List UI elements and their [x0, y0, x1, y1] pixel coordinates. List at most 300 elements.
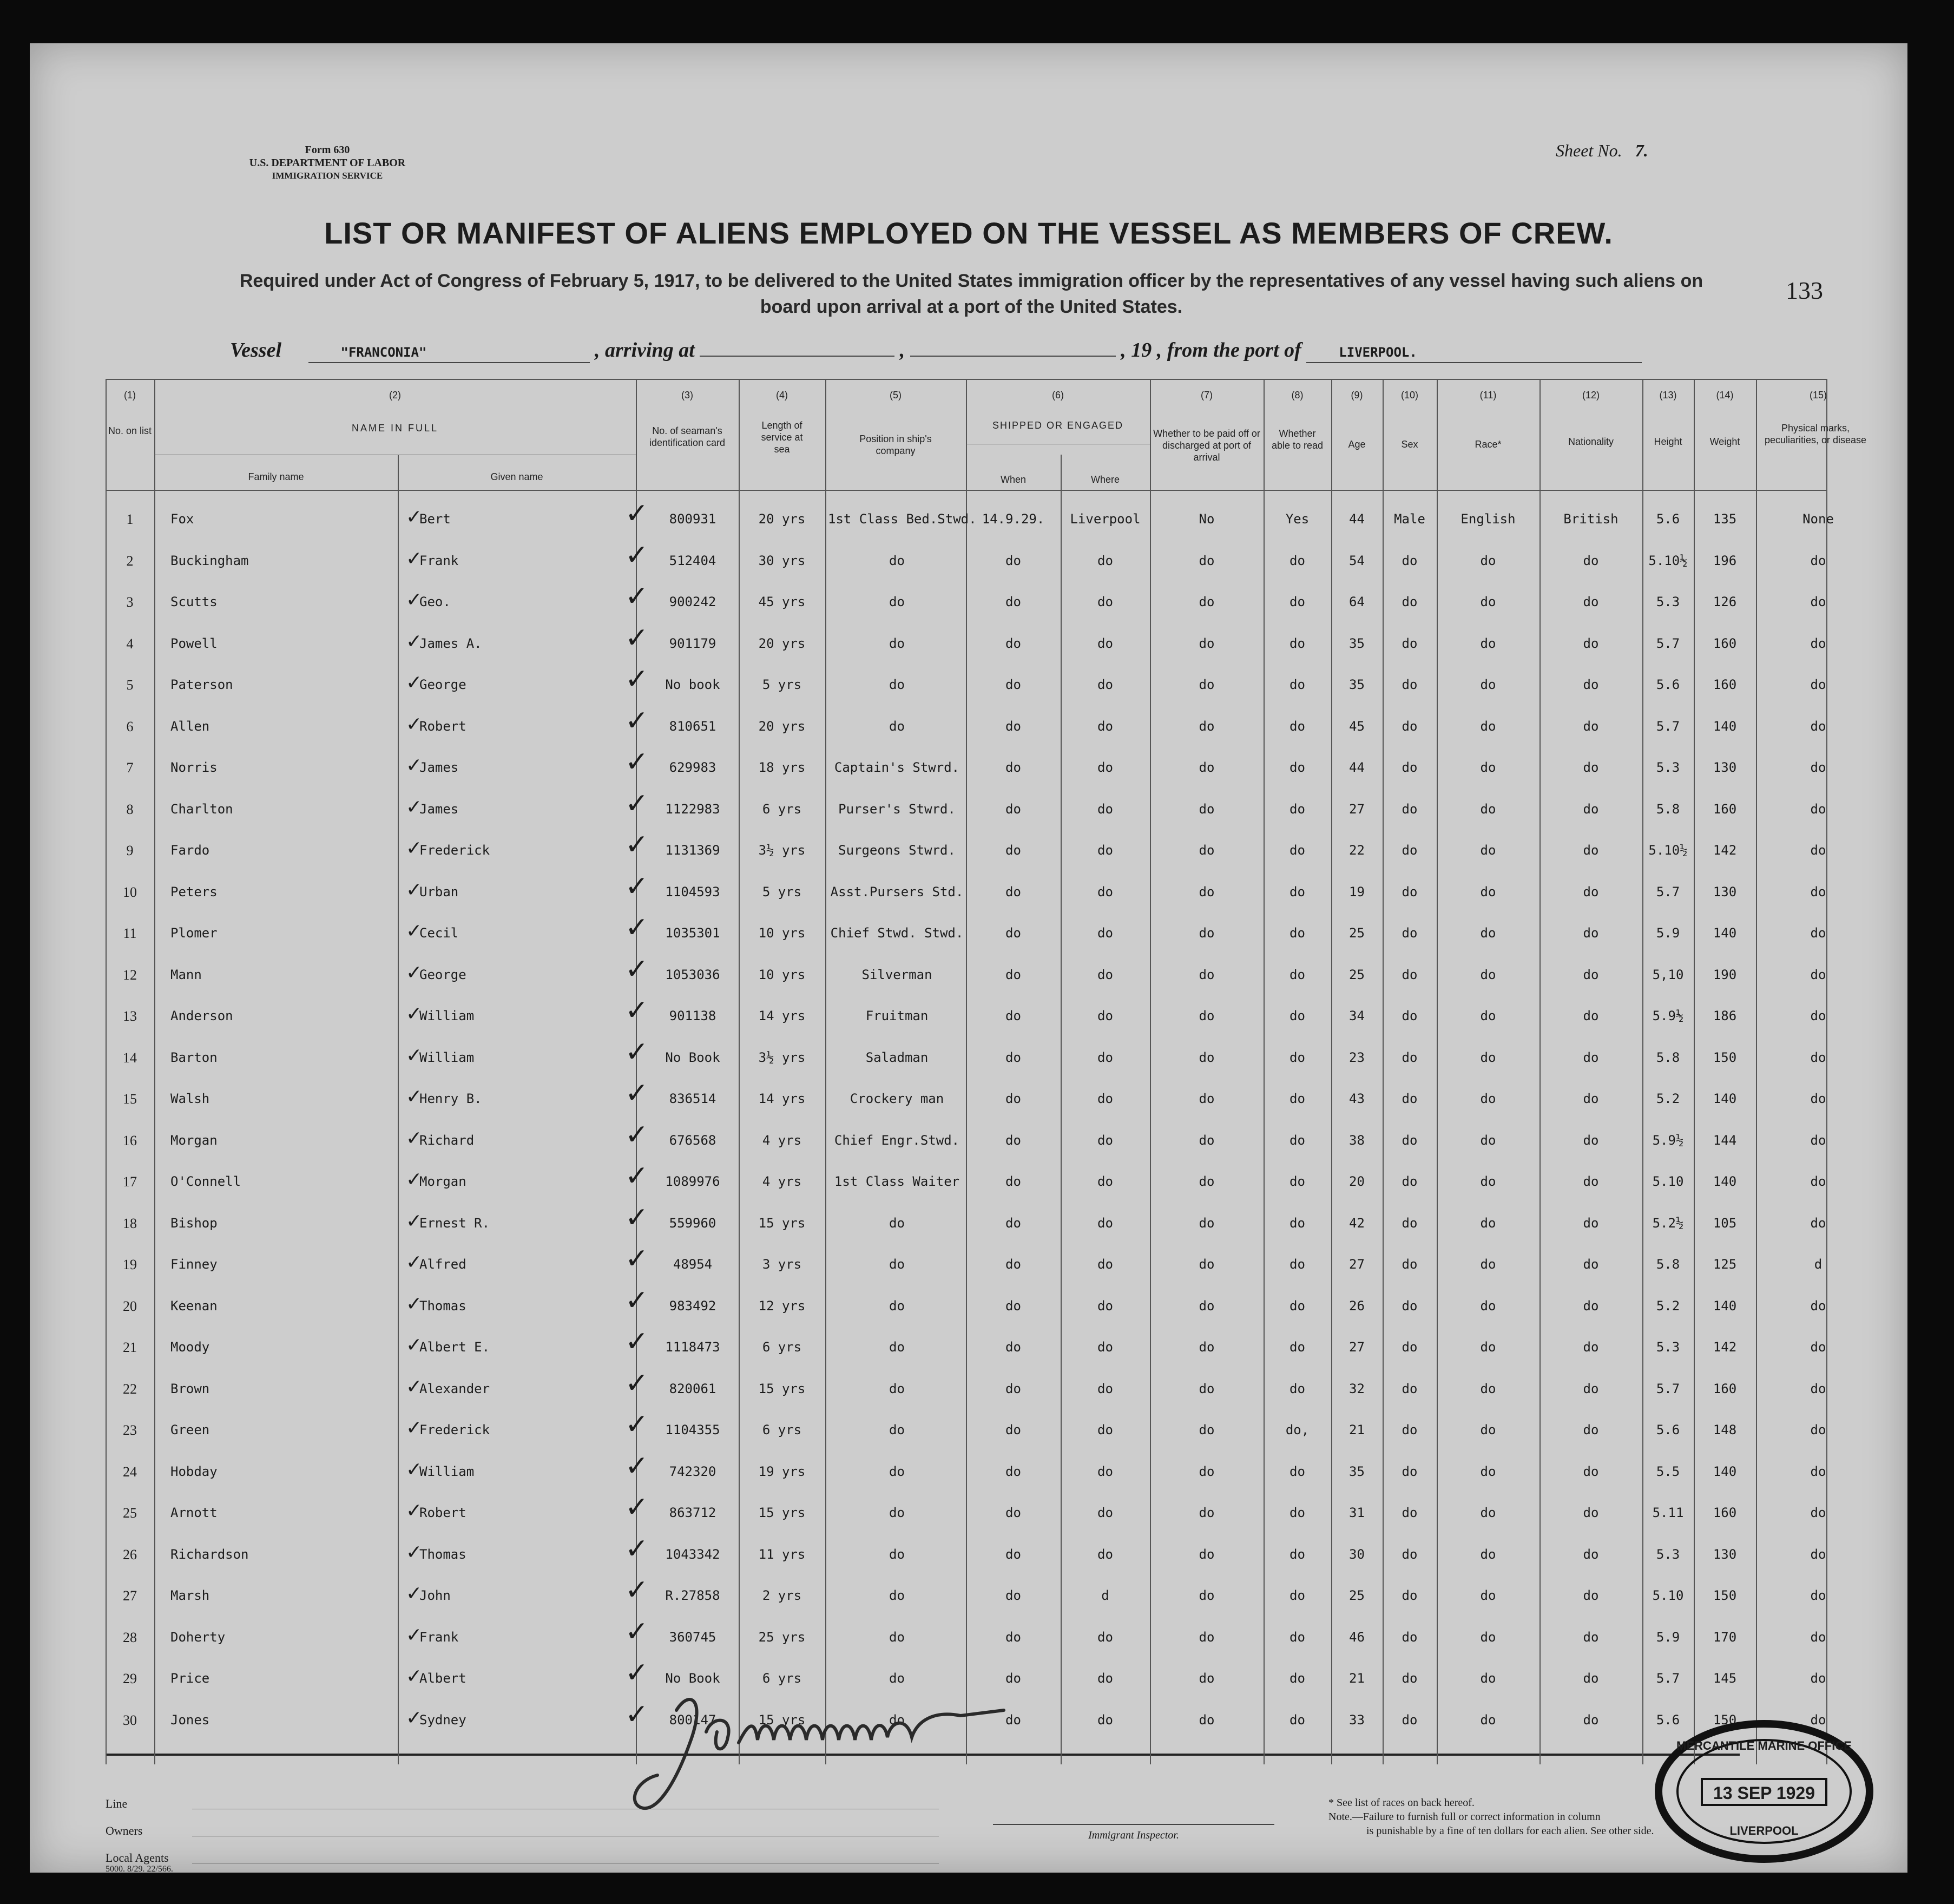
cell-service: 3 yrs [762, 1257, 802, 1272]
cell-card: 512404 [669, 553, 716, 568]
cell-read: do [1289, 718, 1305, 734]
page-title: LIST OR MANIFEST OF ALIENS EMPLOYED ON THE VESSEL AS MEMBERS OF CREW. [324, 216, 1613, 250]
cell-service: 12 yrs [758, 1298, 806, 1314]
cell-family: Marsh [170, 1588, 210, 1603]
col-head-sex: Sex [1401, 439, 1418, 450]
cell-weight: 130 [1713, 1546, 1737, 1562]
cell-given: Robert [419, 1505, 466, 1520]
cell-paid: do [1199, 1505, 1215, 1520]
department-name: U.S. DEPARTMENT OF LABOR [249, 157, 406, 169]
check-mark-icon: ✓ [406, 961, 423, 984]
cell-marks: do [1810, 553, 1826, 568]
check-mark-icon: ✓ [625, 497, 649, 530]
cell-sex: do [1402, 1381, 1418, 1396]
cell-nationality: do [1583, 1505, 1599, 1520]
check-mark-icon: ✓ [406, 1624, 423, 1646]
cell-family: Anderson [170, 1008, 233, 1023]
cell-read: do [1289, 1091, 1305, 1106]
cell-given: Henry B. [419, 1091, 482, 1106]
cell-sex: do [1402, 1422, 1418, 1437]
check-mark-icon: ✓ [625, 1408, 649, 1441]
cell-nationality: do [1583, 677, 1599, 692]
check-mark-icon: ✓ [406, 754, 423, 777]
cell-race: do [1480, 1546, 1496, 1562]
cell-age: 46 [1349, 1629, 1365, 1645]
cell-when: do [1005, 1008, 1021, 1023]
cell-marks: do [1810, 801, 1826, 817]
cell-where: do [1097, 843, 1113, 858]
cell-marks: do [1810, 1298, 1826, 1314]
cell-weight: 140 [1713, 1298, 1737, 1314]
cell-age: 21 [1349, 1422, 1365, 1437]
cell-sex: do [1402, 1215, 1418, 1231]
check-mark-icon: ✓ [406, 1127, 423, 1150]
cell-card: 629983 [669, 760, 716, 775]
cell-weight: 140 [1713, 1091, 1737, 1106]
cell-given: Frederick [419, 843, 490, 858]
check-mark-icon: ✓ [625, 911, 649, 944]
col-head-family: Family name [248, 471, 304, 482]
check-mark-icon: ✓ [625, 1243, 649, 1275]
cell-weight: 140 [1713, 925, 1737, 941]
cell-paid: do [1199, 925, 1215, 941]
cell-height: 5.9 [1656, 925, 1680, 941]
cell-race: do [1480, 1132, 1496, 1148]
col-num-6: (6) [1052, 390, 1064, 401]
cell-paid: do [1199, 1340, 1215, 1355]
cell-family: Fox [170, 511, 194, 527]
cell-race: do [1480, 1671, 1496, 1686]
cell-read: do, [1285, 1422, 1310, 1437]
check-mark-icon: ✓ [625, 829, 649, 861]
cell-height: 5.9½ [1652, 1132, 1684, 1148]
cell-given: Morgan [419, 1174, 466, 1189]
cell-read: do [1289, 760, 1305, 775]
cell-race: do [1480, 1463, 1496, 1479]
cell-race: do [1480, 801, 1496, 817]
cell-card: 901179 [669, 635, 716, 651]
cell-age: 26 [1349, 1298, 1365, 1314]
check-mark-icon: ✓ [625, 539, 649, 572]
cell-height: 5.3 [1656, 594, 1680, 609]
cell-read: Yes [1285, 511, 1310, 527]
cell-marks: do [1810, 760, 1826, 775]
cell-height: 5.8 [1656, 801, 1680, 817]
cell-service: 14 yrs [758, 1008, 806, 1023]
cell-weight: 150 [1713, 1712, 1737, 1728]
cell-marks: do [1810, 1546, 1826, 1562]
cell-age: 64 [1349, 594, 1365, 609]
check-mark-icon: ✓ [625, 1201, 649, 1234]
inspector-label: Immigrant Inspector. [1088, 1829, 1179, 1841]
check-mark-icon: ✓ [406, 1541, 423, 1564]
cell-given: Richard [419, 1132, 475, 1148]
cell-nationality: do [1583, 553, 1599, 568]
cell-weight: 140 [1713, 718, 1737, 734]
cell-sex: do [1402, 801, 1418, 817]
cell-position: Asst.Pursers Std. [830, 884, 964, 900]
cell-given: James A. [419, 635, 482, 651]
cell-family: Arnott [170, 1505, 218, 1520]
cell-read: do [1289, 1008, 1305, 1023]
cell-nationality: do [1583, 843, 1599, 858]
cell-where: do [1097, 718, 1113, 734]
cell-read: do [1289, 1174, 1305, 1189]
cell-service: 2 yrs [762, 1588, 802, 1603]
cell-service: 25 yrs [758, 1629, 806, 1645]
form-header [235, 143, 419, 182]
cell-sex: do [1402, 1174, 1418, 1189]
cell-service: 6 yrs [762, 1671, 802, 1686]
cell-height: 5.6 [1656, 511, 1680, 527]
cell-given: Bert [419, 511, 451, 527]
cell-position: Chief Stwd. Stwd. [830, 925, 964, 941]
cell-nationality: do [1583, 1381, 1599, 1396]
cell-weight: 186 [1713, 1008, 1737, 1023]
check-mark-icon: ✓ [625, 1118, 649, 1151]
cell-sex: do [1402, 1340, 1418, 1355]
cell-given: Robert [419, 718, 466, 734]
cell-position: do [889, 1712, 905, 1728]
cell-service: 30 yrs [758, 553, 806, 568]
cell-nationality: do [1583, 1298, 1599, 1314]
cell-sex: do [1402, 1588, 1418, 1603]
cell-family: Bishop [170, 1215, 218, 1231]
cell-sex: do [1402, 1091, 1418, 1106]
col-head-service: Length of service at sea [761, 420, 803, 455]
cell-no: 14 [123, 1049, 137, 1066]
column-divider [825, 379, 826, 1764]
vessel-line [230, 338, 1642, 363]
cell-service: 19 yrs [758, 1463, 806, 1479]
cell-service: 11 yrs [758, 1546, 806, 1562]
cell-family: Walsh [170, 1091, 210, 1106]
cell-family: Allen [170, 718, 210, 734]
check-mark-icon: ✓ [625, 580, 649, 613]
cell-race: do [1480, 1712, 1496, 1728]
cell-no: 7 [126, 760, 134, 776]
cell-sex: do [1402, 843, 1418, 858]
cell-card: R.27858 [665, 1588, 720, 1603]
check-mark-icon: ✓ [625, 1615, 649, 1648]
cell-paid: do [1199, 967, 1215, 982]
cell-marks: do [1810, 1049, 1826, 1065]
cell-nationality: do [1583, 1422, 1599, 1437]
cell-position: do [889, 677, 905, 692]
cell-service: 10 yrs [758, 925, 806, 941]
check-mark-icon: ✓ [625, 1367, 649, 1400]
cell-no: 29 [123, 1671, 137, 1686]
cell-family: Morgan [170, 1132, 218, 1148]
cell-nationality: do [1583, 1463, 1599, 1479]
cell-height: 5.6 [1656, 677, 1680, 692]
cell-height: 5.10 [1652, 1174, 1684, 1189]
cell-nationality: British [1563, 511, 1619, 527]
check-mark-icon: ✓ [625, 1449, 649, 1482]
cell-sex: do [1402, 884, 1418, 900]
cell-height: 5.6 [1656, 1712, 1680, 1728]
cell-nationality: do [1583, 760, 1599, 775]
cell-race: English [1460, 511, 1516, 527]
cell-marks: None [1802, 511, 1834, 527]
cell-nationality: do [1583, 1340, 1599, 1355]
cell-service: 20 yrs [758, 718, 806, 734]
cell-paid: do [1199, 1546, 1215, 1562]
from-port: LIVERPOOL. [1339, 345, 1417, 360]
cell-age: 35 [1349, 1463, 1365, 1479]
cell-family: Doherty [170, 1629, 226, 1645]
cell-age: 42 [1349, 1215, 1365, 1231]
cell-height: 5.9½ [1652, 1008, 1684, 1023]
cell-weight: 148 [1713, 1422, 1737, 1437]
cell-race: do [1480, 1505, 1496, 1520]
cell-nationality: do [1583, 1091, 1599, 1106]
cell-position: do [889, 635, 905, 651]
cell-paid: do [1199, 594, 1215, 609]
cell-marks: do [1810, 1671, 1826, 1686]
check-mark-icon: ✓ [625, 746, 649, 778]
cell-when: do [1005, 1629, 1021, 1645]
cell-height: 5.8 [1656, 1257, 1680, 1272]
cell-no: 23 [123, 1422, 137, 1438]
cell-paid: do [1199, 801, 1215, 817]
cell-read: do [1289, 801, 1305, 817]
check-mark-icon: ✓ [406, 1706, 423, 1729]
cell-paid: do [1199, 1257, 1215, 1272]
check-mark-icon: ✓ [406, 1458, 423, 1481]
cell-sex: do [1402, 1257, 1418, 1272]
inspector-rule [993, 1824, 1274, 1825]
arriving-label: , arriving at [595, 339, 695, 362]
cell-where: d [1101, 1588, 1109, 1603]
cell-race: do [1480, 1008, 1496, 1023]
cell-age: 23 [1349, 1049, 1365, 1065]
cell-family: Richardson [170, 1546, 249, 1562]
col-num-1: (1) [124, 390, 136, 401]
cell-given: Geo. [419, 594, 451, 609]
check-mark-icon: ✓ [625, 994, 649, 1027]
cell-card: 863712 [669, 1505, 716, 1520]
cell-position: do [889, 1298, 905, 1314]
cell-when: do [1005, 1422, 1021, 1437]
cell-when: do [1005, 967, 1021, 982]
cell-given: William [419, 1008, 475, 1023]
cell-card: 742320 [669, 1463, 716, 1479]
cell-weight: 150 [1713, 1049, 1737, 1065]
cell-weight: 190 [1713, 967, 1737, 982]
cell-no: 5 [126, 677, 134, 693]
cell-read: do [1289, 594, 1305, 609]
cell-sex: do [1402, 1712, 1418, 1728]
col-num-2: (2) [389, 390, 401, 401]
cell-height: 5.7 [1656, 1671, 1680, 1686]
cell-no: 26 [123, 1546, 137, 1562]
cell-sex: do [1402, 1505, 1418, 1520]
cell-family: Scutts [170, 594, 218, 609]
cell-weight: 105 [1713, 1215, 1737, 1231]
check-mark-icon: ✓ [625, 1325, 649, 1358]
col-num-5: (5) [890, 390, 902, 401]
cell-marks: do [1810, 967, 1826, 982]
cell-no: 17 [123, 1174, 137, 1190]
cell-no: 9 [126, 843, 134, 858]
cell-age: 20 [1349, 1174, 1365, 1189]
check-mark-icon: ✓ [406, 630, 423, 653]
cell-read: do [1289, 677, 1305, 692]
cell-service: 6 yrs [762, 1340, 802, 1355]
form-code: 5000. 8/29. 22/566. [106, 1864, 173, 1874]
cell-marks: do [1810, 1381, 1826, 1396]
cell-card: 836514 [669, 1091, 716, 1106]
col-head-paid: Whether to be paid off or discharged at port of arrival [1153, 428, 1260, 463]
cell-where: do [1097, 1422, 1113, 1437]
cell-age: 25 [1349, 1588, 1365, 1603]
cell-card: 800147 [669, 1712, 716, 1728]
crew-table [106, 379, 1867, 1764]
cell-when: do [1005, 718, 1021, 734]
cell-sex: do [1402, 1132, 1418, 1148]
cell-when: do [1005, 1671, 1021, 1686]
cell-position: 1st Class Bed.Stwd. [828, 511, 977, 527]
cell-sex: Male [1394, 511, 1425, 527]
cell-position: Captain's Stwrd. [834, 760, 960, 775]
col-num-14: (14) [1716, 390, 1734, 401]
cell-given: James [419, 801, 459, 817]
cell-paid: do [1199, 1588, 1215, 1603]
cell-where: do [1097, 1671, 1113, 1686]
cell-no: 13 [123, 1008, 137, 1024]
check-mark-icon: ✓ [406, 1417, 423, 1439]
cell-no: 27 [123, 1588, 137, 1604]
cell-read: do [1289, 1340, 1305, 1355]
cell-no: 6 [126, 718, 134, 734]
cell-no: 2 [126, 553, 134, 569]
cell-marks: do [1810, 677, 1826, 692]
cell-when: do [1005, 1340, 1021, 1355]
note-line-2: is punishable by a fine of ten dollars for each alien. See other side. [1366, 1825, 1654, 1837]
cell-card: 1104355 [665, 1422, 720, 1437]
check-mark-icon: ✓ [406, 1665, 423, 1688]
check-mark-icon: ✓ [406, 1086, 423, 1108]
cell-when: do [1005, 677, 1021, 692]
cell-where: do [1097, 677, 1113, 692]
cell-age: 31 [1349, 1505, 1365, 1520]
cell-age: 19 [1349, 884, 1365, 900]
cell-position: do [889, 1257, 905, 1272]
check-mark-icon: ✓ [625, 1035, 649, 1068]
column-divider [398, 455, 399, 1764]
cell-read: do [1289, 843, 1305, 858]
cell-sex: do [1402, 718, 1418, 734]
cell-paid: do [1199, 843, 1215, 858]
cell-sex: do [1402, 1298, 1418, 1314]
cell-age: 35 [1349, 635, 1365, 651]
cell-nationality: do [1583, 1008, 1599, 1023]
cell-position: Crockery man [850, 1091, 944, 1106]
cell-card: 559960 [669, 1215, 716, 1231]
cell-height: 5.10 [1652, 1588, 1684, 1603]
check-mark-icon: ✓ [625, 1574, 649, 1606]
cell-height: 5.7 [1656, 635, 1680, 651]
cell-height: 5.8 [1656, 1049, 1680, 1065]
cell-card: 1122983 [665, 801, 720, 817]
cell-no: 16 [123, 1132, 137, 1148]
check-mark-icon: ✓ [625, 787, 649, 820]
check-mark-icon: ✓ [406, 1003, 423, 1025]
cell-weight: 135 [1713, 511, 1737, 527]
cell-when: do [1005, 1588, 1021, 1603]
cell-read: do [1289, 925, 1305, 941]
manifest-sheet [30, 43, 1907, 1873]
cell-weight: 160 [1713, 1505, 1737, 1520]
cell-age: 35 [1349, 677, 1365, 692]
cell-weight: 125 [1713, 1257, 1737, 1272]
cell-nationality: do [1583, 635, 1599, 651]
cell-no: 22 [123, 1381, 137, 1397]
cell-where: do [1097, 1712, 1113, 1728]
cell-when: do [1005, 843, 1021, 858]
cell-weight: 142 [1713, 843, 1737, 858]
cell-height: 5.11 [1652, 1505, 1684, 1520]
cell-no: 12 [123, 967, 137, 983]
cell-where: do [1097, 1132, 1113, 1148]
cell-paid: do [1199, 760, 1215, 775]
cell-where: do [1097, 884, 1113, 900]
cell-nationality: do [1583, 1629, 1599, 1645]
check-mark-icon: ✓ [625, 1532, 649, 1565]
cell-paid: do [1199, 1049, 1215, 1065]
cell-sex: do [1402, 677, 1418, 692]
vessel-name: "FRANCONIA" [340, 345, 427, 360]
col-head-nationality: Nationality [1568, 436, 1614, 447]
check-mark-icon: ✓ [625, 1284, 649, 1317]
cell-paid: No [1199, 511, 1215, 527]
cell-marks: do [1810, 1463, 1826, 1479]
cell-card: 900242 [669, 594, 716, 609]
cell-nationality: do [1583, 801, 1599, 817]
cell-service: 4 yrs [762, 1174, 802, 1189]
cell-marks: do [1810, 635, 1826, 651]
cell-service: 15 yrs [758, 1215, 806, 1231]
races-note: * See list of races on back hereof. [1328, 1797, 1475, 1809]
cell-paid: do [1199, 553, 1215, 568]
cell-service: 14 yrs [758, 1091, 806, 1106]
cell-where: do [1097, 1505, 1113, 1520]
cell-weight: 196 [1713, 553, 1737, 568]
col-head-race: Race* [1475, 439, 1502, 450]
cell-marks: do [1810, 1340, 1826, 1355]
cell-where: do [1097, 760, 1113, 775]
check-mark-icon: ✓ [406, 837, 423, 859]
cell-sex: do [1402, 1463, 1418, 1479]
check-mark-icon: ✓ [625, 870, 649, 903]
cell-race: do [1480, 1215, 1496, 1231]
cell-height: 5.9 [1656, 1629, 1680, 1645]
cell-given: Frederick [419, 1422, 490, 1437]
cell-where: do [1097, 1257, 1113, 1272]
cell-when: do [1005, 1298, 1021, 1314]
page-number: 133 [1786, 277, 1823, 304]
cell-position: do [889, 594, 905, 609]
cell-paid: do [1199, 1132, 1215, 1148]
cell-where: do [1097, 1340, 1113, 1355]
cell-service: 5 yrs [762, 677, 802, 692]
cell-paid: do [1199, 1629, 1215, 1645]
cell-read: do [1289, 1671, 1305, 1686]
cell-given: Alexander [419, 1381, 490, 1396]
check-mark-icon: ✓ [625, 621, 649, 654]
cell-family: Hobday [170, 1463, 218, 1479]
